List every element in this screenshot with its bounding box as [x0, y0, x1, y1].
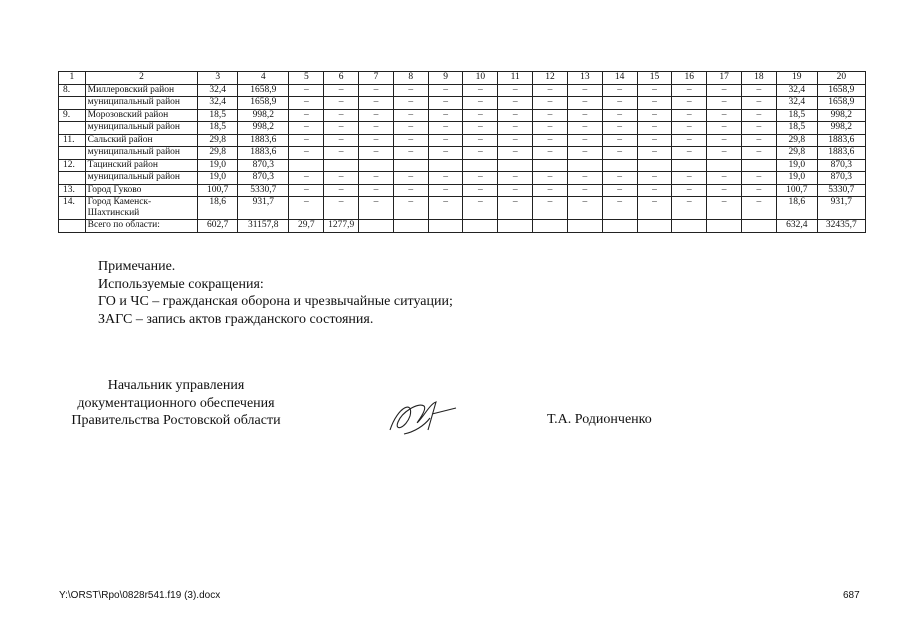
value-cell: – — [359, 147, 394, 160]
value-cell: 1658,9 — [817, 97, 865, 110]
value-cell: – — [567, 97, 602, 110]
value-cell — [741, 159, 776, 172]
table-row — [59, 220, 866, 233]
value-cell: – — [359, 122, 394, 135]
value-cell: 18,5 — [198, 122, 238, 135]
value-cell: – — [707, 122, 742, 135]
value-cell: – — [393, 109, 428, 122]
value-cell: – — [707, 84, 742, 97]
value-cell: 19,0 — [198, 159, 238, 172]
row-number-cell — [59, 147, 86, 160]
value-cell: – — [741, 134, 776, 147]
value-cell — [741, 220, 776, 233]
row-number-cell — [59, 172, 86, 185]
header-cell: 10 — [463, 72, 498, 85]
row-number-cell: 8. — [59, 84, 86, 97]
row-number-cell: 11. — [59, 134, 86, 147]
row-name-cell: Сальский район — [85, 134, 198, 147]
value-cell: – — [533, 172, 568, 185]
value-cell: – — [707, 147, 742, 160]
value-cell — [602, 159, 637, 172]
value-cell: 18,6 — [198, 197, 238, 220]
value-cell — [498, 220, 533, 233]
value-cell: 29,8 — [776, 147, 817, 160]
value-cell: – — [567, 84, 602, 97]
header-cell: 11 — [498, 72, 533, 85]
value-cell: – — [428, 184, 463, 197]
value-cell: 998,2 — [817, 109, 865, 122]
value-cell: – — [463, 134, 498, 147]
value-cell: 1658,9 — [817, 84, 865, 97]
value-cell: 5330,7 — [238, 184, 289, 197]
value-cell: 870,3 — [238, 159, 289, 172]
value-cell: – — [324, 147, 359, 160]
value-cell: 1277,9 — [324, 220, 359, 233]
value-cell — [672, 220, 707, 233]
value-cell: 29,8 — [776, 134, 817, 147]
value-cell: 19,0 — [776, 172, 817, 185]
value-cell: – — [741, 197, 776, 220]
value-cell: – — [498, 184, 533, 197]
value-cell: – — [672, 84, 707, 97]
table-row — [59, 172, 866, 185]
value-cell: – — [672, 109, 707, 122]
value-cell: – — [741, 184, 776, 197]
header-cell: 14 — [602, 72, 637, 85]
table-header-row — [59, 72, 866, 85]
value-cell: – — [359, 84, 394, 97]
value-cell: 18,5 — [198, 109, 238, 122]
value-cell: 931,7 — [238, 197, 289, 220]
note-block — [98, 258, 453, 328]
value-cell: 18,5 — [776, 109, 817, 122]
value-cell: – — [289, 134, 324, 147]
row-name-cell: муниципальный район — [85, 172, 198, 185]
row-number-cell — [59, 122, 86, 135]
signer-position-line-3: Правительства Ростовской области — [71, 413, 281, 428]
value-cell: – — [393, 172, 428, 185]
value-cell: – — [428, 172, 463, 185]
value-cell: – — [463, 197, 498, 220]
table-row — [59, 97, 866, 110]
row-name-cell: Город Каменск-Шахтинский — [85, 197, 198, 220]
value-cell — [359, 220, 394, 233]
value-cell: – — [567, 134, 602, 147]
value-cell: – — [637, 134, 672, 147]
value-cell: – — [533, 97, 568, 110]
value-cell — [463, 220, 498, 233]
row-number-cell: 14. — [59, 197, 86, 220]
value-cell: – — [637, 84, 672, 97]
signer-name: Т.А. Родионченко — [547, 412, 652, 427]
value-cell: – — [324, 172, 359, 185]
value-cell: – — [359, 109, 394, 122]
table-row — [59, 197, 866, 220]
row-name-cell: Морозовский район — [85, 109, 198, 122]
value-cell: – — [637, 184, 672, 197]
value-cell: – — [393, 147, 428, 160]
value-cell — [707, 220, 742, 233]
value-cell: – — [324, 84, 359, 97]
value-cell: – — [324, 97, 359, 110]
row-number-cell: 9. — [59, 109, 86, 122]
value-cell: – — [533, 184, 568, 197]
value-cell — [637, 220, 672, 233]
signer-position-line-2: документационного обеспечения — [77, 395, 275, 411]
value-cell: 32,4 — [198, 97, 238, 110]
value-cell: – — [672, 197, 707, 220]
value-cell — [707, 159, 742, 172]
value-cell: 32,4 — [776, 97, 817, 110]
value-cell: – — [672, 172, 707, 185]
value-cell: – — [707, 109, 742, 122]
footer-file-path: Y:\ORST\Rpo\0828r541.f19 (3).docx — [59, 590, 221, 601]
table-row — [59, 84, 866, 97]
value-cell: – — [567, 172, 602, 185]
value-cell: – — [289, 147, 324, 160]
value-cell: – — [289, 122, 324, 135]
data-table — [58, 71, 866, 233]
value-cell: – — [707, 197, 742, 220]
value-cell: – — [741, 109, 776, 122]
value-cell: – — [602, 84, 637, 97]
value-cell: – — [637, 197, 672, 220]
row-number-cell: 12. — [59, 159, 86, 172]
value-cell: – — [324, 122, 359, 135]
value-cell: – — [498, 109, 533, 122]
value-cell: – — [359, 197, 394, 220]
value-cell: – — [324, 184, 359, 197]
value-cell: – — [637, 109, 672, 122]
value-cell: 31157,8 — [238, 220, 289, 233]
value-cell: – — [463, 147, 498, 160]
value-cell: 870,3 — [817, 159, 865, 172]
value-cell: 5330,7 — [817, 184, 865, 197]
value-cell: – — [359, 172, 394, 185]
note-line-3: ЗАГС – запись актов гражданского состояния. — [98, 311, 374, 327]
header-cell: 20 — [817, 72, 865, 85]
value-cell — [324, 159, 359, 172]
value-cell: – — [428, 109, 463, 122]
row-number-cell: 13. — [59, 184, 86, 197]
value-cell: – — [393, 122, 428, 135]
value-cell — [498, 159, 533, 172]
value-cell — [428, 159, 463, 172]
value-cell: – — [637, 97, 672, 110]
value-cell: – — [428, 147, 463, 160]
value-cell: – — [602, 184, 637, 197]
value-cell: 29,8 — [198, 147, 238, 160]
value-cell: – — [498, 122, 533, 135]
value-cell: – — [359, 97, 394, 110]
value-cell: 19,0 — [776, 159, 817, 172]
page-number: 687 — [843, 590, 860, 601]
value-cell: 870,3 — [238, 172, 289, 185]
value-cell: 32,4 — [776, 84, 817, 97]
value-cell: – — [602, 122, 637, 135]
value-cell: – — [567, 147, 602, 160]
row-name-cell: Тацинский район — [85, 159, 198, 172]
value-cell: – — [533, 84, 568, 97]
value-cell: – — [741, 147, 776, 160]
value-cell: 1658,9 — [238, 84, 289, 97]
value-cell: – — [324, 197, 359, 220]
value-cell: 1658,9 — [238, 97, 289, 110]
value-cell: – — [672, 184, 707, 197]
row-name-cell: муниципальный район — [85, 97, 198, 110]
value-cell: – — [672, 97, 707, 110]
value-cell: – — [741, 84, 776, 97]
value-cell: 870,3 — [817, 172, 865, 185]
value-cell: – — [707, 184, 742, 197]
value-cell: 998,2 — [817, 122, 865, 135]
value-cell: – — [498, 197, 533, 220]
value-cell — [359, 159, 394, 172]
note-line-1: Используемые сокращения: — [98, 276, 264, 292]
value-cell: – — [393, 197, 428, 220]
value-cell: – — [428, 134, 463, 147]
value-cell: – — [741, 172, 776, 185]
note-line-2: ГО и ЧС – гражданская оборона и чрезвычайные ситуации; — [98, 294, 453, 309]
table-body — [59, 72, 866, 233]
value-cell: – — [463, 97, 498, 110]
value-cell: – — [324, 109, 359, 122]
row-name-cell: муниципальный район — [85, 147, 198, 160]
value-cell: – — [359, 134, 394, 147]
value-cell — [428, 220, 463, 233]
header-cell: 2 — [85, 72, 198, 85]
value-cell: – — [567, 184, 602, 197]
value-cell — [533, 220, 568, 233]
value-cell: – — [602, 147, 637, 160]
value-cell: – — [463, 109, 498, 122]
value-cell — [637, 159, 672, 172]
value-cell: – — [289, 197, 324, 220]
value-cell: – — [463, 122, 498, 135]
value-cell: – — [707, 97, 742, 110]
value-cell — [393, 220, 428, 233]
value-cell: 100,7 — [776, 184, 817, 197]
note-title: Примечание. — [98, 259, 176, 274]
value-cell: – — [567, 197, 602, 220]
table-row — [59, 147, 866, 160]
value-cell: 998,2 — [238, 109, 289, 122]
value-cell — [567, 159, 602, 172]
row-number-cell — [59, 220, 86, 233]
value-cell: – — [602, 172, 637, 185]
value-cell: – — [602, 197, 637, 220]
table-row — [59, 109, 866, 122]
value-cell: – — [533, 197, 568, 220]
value-cell: 931,7 — [817, 197, 865, 220]
value-cell: – — [393, 97, 428, 110]
row-name-cell: Город Гуково — [85, 184, 198, 197]
table-row — [59, 122, 866, 135]
value-cell: – — [498, 84, 533, 97]
value-cell: – — [637, 172, 672, 185]
value-cell: – — [428, 84, 463, 97]
header-cell: 3 — [198, 72, 238, 85]
header-cell: 12 — [533, 72, 568, 85]
value-cell: – — [672, 122, 707, 135]
table-row — [59, 134, 866, 147]
value-cell: – — [707, 134, 742, 147]
value-cell: 100,7 — [198, 184, 238, 197]
value-cell: – — [289, 109, 324, 122]
value-cell: – — [741, 97, 776, 110]
value-cell: – — [289, 172, 324, 185]
value-cell: – — [672, 147, 707, 160]
value-cell: – — [393, 84, 428, 97]
value-cell: – — [428, 122, 463, 135]
header-cell: 19 — [776, 72, 817, 85]
value-cell: 29,8 — [198, 134, 238, 147]
value-cell: 998,2 — [238, 122, 289, 135]
value-cell: – — [533, 134, 568, 147]
header-cell: 4 — [238, 72, 289, 85]
value-cell: – — [289, 84, 324, 97]
header-cell: 17 — [707, 72, 742, 85]
table-row — [59, 184, 866, 197]
value-cell — [567, 220, 602, 233]
value-cell: 632,4 — [776, 220, 817, 233]
value-cell: – — [498, 172, 533, 185]
value-cell: – — [672, 134, 707, 147]
row-number-cell — [59, 97, 86, 110]
value-cell: – — [533, 122, 568, 135]
signer-position — [56, 377, 296, 430]
value-cell: – — [289, 97, 324, 110]
header-cell: 6 — [324, 72, 359, 85]
value-cell: 1883,6 — [238, 134, 289, 147]
value-cell: 602,7 — [198, 220, 238, 233]
value-cell: – — [567, 122, 602, 135]
value-cell: – — [463, 172, 498, 185]
header-cell: 16 — [672, 72, 707, 85]
value-cell — [393, 159, 428, 172]
value-cell: – — [637, 122, 672, 135]
value-cell: 1883,6 — [817, 134, 865, 147]
value-cell — [463, 159, 498, 172]
value-cell: 18,6 — [776, 197, 817, 220]
header-cell: 13 — [567, 72, 602, 85]
value-cell: 32,4 — [198, 84, 238, 97]
header-cell: 18 — [741, 72, 776, 85]
value-cell: – — [393, 134, 428, 147]
value-cell: – — [289, 184, 324, 197]
value-cell: – — [602, 97, 637, 110]
value-cell: – — [463, 84, 498, 97]
value-cell: – — [637, 147, 672, 160]
value-cell: 18,5 — [776, 122, 817, 135]
table-row — [59, 159, 866, 172]
value-cell: – — [602, 109, 637, 122]
value-cell: – — [393, 184, 428, 197]
value-cell: – — [498, 134, 533, 147]
header-cell: 9 — [428, 72, 463, 85]
value-cell — [289, 159, 324, 172]
value-cell: – — [463, 184, 498, 197]
value-cell: 19,0 — [198, 172, 238, 185]
header-cell: 15 — [637, 72, 672, 85]
row-name-cell: муниципальный район — [85, 122, 198, 135]
header-cell: 7 — [359, 72, 394, 85]
value-cell: – — [498, 147, 533, 160]
value-cell: – — [359, 184, 394, 197]
value-cell: – — [602, 134, 637, 147]
value-cell: 1883,6 — [238, 147, 289, 160]
value-cell: 29,7 — [289, 220, 324, 233]
value-cell — [533, 159, 568, 172]
signer-position-line-1: Начальник управления — [107, 378, 245, 393]
value-cell: – — [567, 109, 602, 122]
value-cell: 1883,6 — [817, 147, 865, 160]
value-cell: – — [428, 197, 463, 220]
header-cell: 8 — [393, 72, 428, 85]
value-cell — [602, 220, 637, 233]
header-cell: 5 — [289, 72, 324, 85]
row-name-cell: Всего по области: — [85, 220, 198, 233]
value-cell — [672, 159, 707, 172]
row-name-cell: Миллеровский район — [85, 84, 198, 97]
value-cell: – — [741, 122, 776, 135]
value-cell: – — [707, 172, 742, 185]
handwritten-signature — [384, 396, 464, 438]
value-cell: – — [533, 147, 568, 160]
value-cell: – — [324, 134, 359, 147]
value-cell: – — [428, 97, 463, 110]
value-cell: 32435,7 — [817, 220, 865, 233]
header-cell: 1 — [59, 72, 86, 85]
value-cell: – — [498, 97, 533, 110]
value-cell: – — [533, 109, 568, 122]
